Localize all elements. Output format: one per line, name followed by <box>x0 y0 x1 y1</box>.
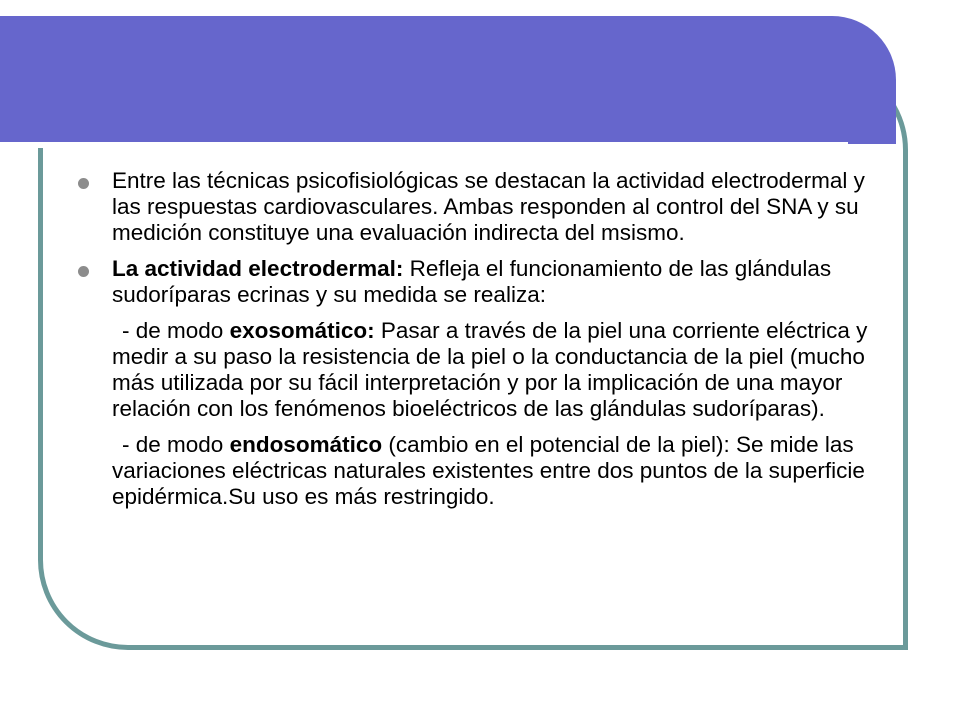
bullet-item <box>78 256 893 308</box>
sub-item-prefix: - de modo <box>122 432 230 457</box>
sub-item-text: Pasar a través de la piel una corriente eléctrica y medir a su paso la resistencia de la piel o la conductancia de la piel (mucho más utilizada por su fácil interpretación y por la implicación de una mayor relación con los fenómenos bioeléctricos de las glándulas sudoríparas). <box>112 318 868 421</box>
bullet-dot-icon <box>78 178 89 189</box>
sub-item <box>78 432 893 510</box>
sub-item-bold-text: endosomático <box>229 432 383 457</box>
sub-item-text: (cambio en el potencial de la piel): Se mide las variaciones eléctricas naturales existentes entre dos puntos de la superficie epidérmica.Su uso es más restringido. <box>112 432 865 509</box>
sub-item-bold-text: exosomático: <box>229 318 375 343</box>
bullet-bold-text: La actividad electrodermal: <box>112 256 404 281</box>
sub-item <box>78 318 893 422</box>
bullet-dot-icon <box>78 266 89 277</box>
title-underline <box>0 142 848 148</box>
bullet-text: Entre las técnicas psicofisiológicas se destacan la actividad electrodermal y las respuestas cardiovasculares. Ambas responden al control del SNA y su medición constituye una evaluación indirecta del msismo. <box>112 168 865 245</box>
bullet-item <box>78 168 893 246</box>
bullet-text: Refleja el funcionamiento de las glándulas sudoríparas ecrinas y su medida se realiza: <box>112 256 832 307</box>
title-bar <box>0 16 896 144</box>
sub-item-prefix: - de modo <box>122 318 230 343</box>
slide-body <box>78 168 893 520</box>
